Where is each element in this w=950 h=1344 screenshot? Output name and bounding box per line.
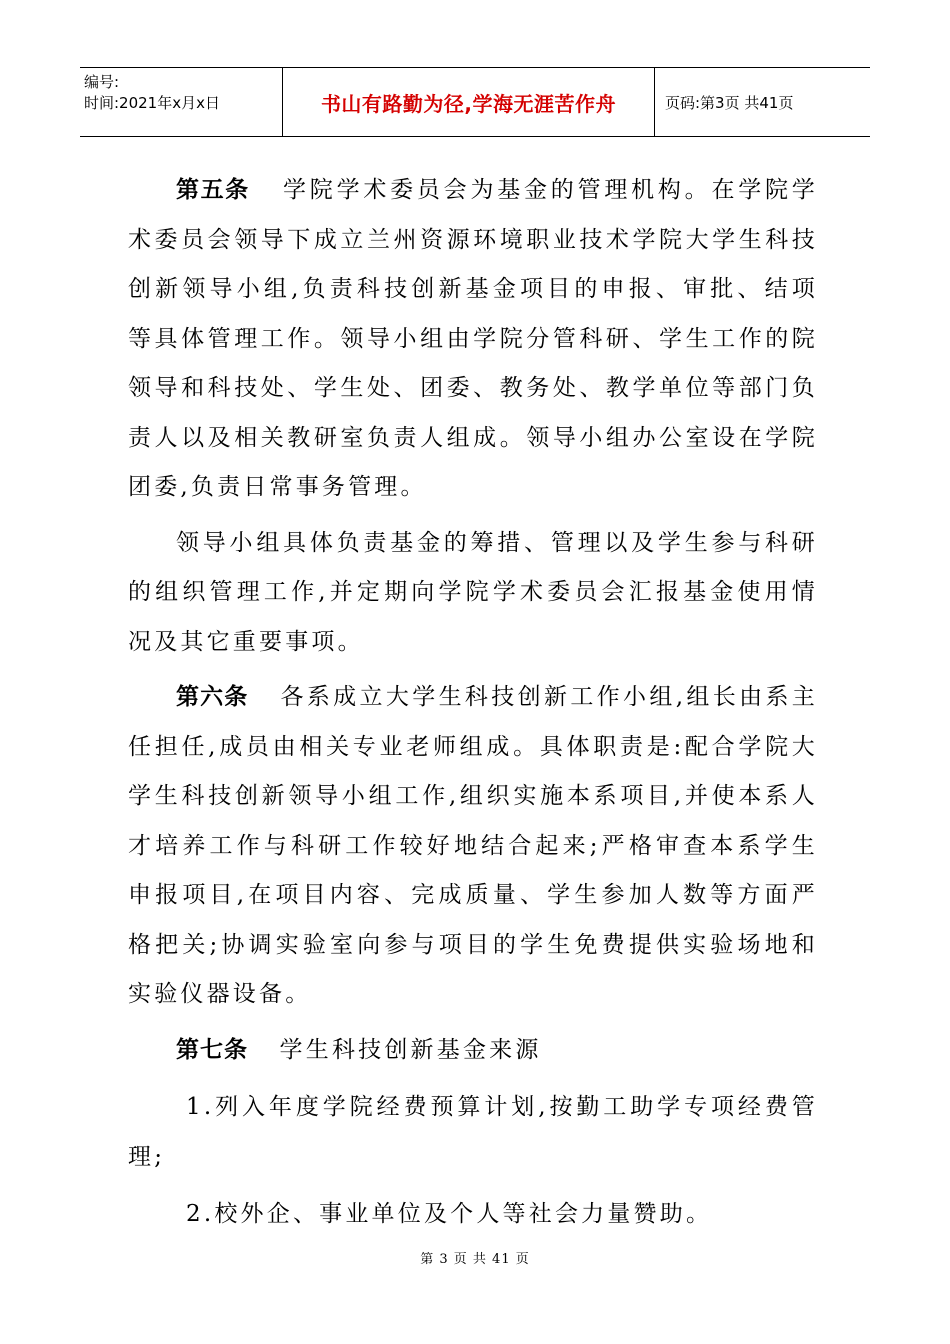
article-7-title: 第七条 — [176, 1036, 248, 1063]
article-5-text: 学院学术委员会为基金的管理机构。在学院学术委员会领导下成立兰州资源环境职业技术学院大学生科技创新领导小组,负责科技创新基金项目的申报、审批、结项等具体管理工作。领导小组由学院分管科研、学生工作的院领导和科技处、学生处、团委、教务处、教学单位等部门负责人以及相关教研室负责人组成。领导小组办公室设在学院团委,负责日常事务管理。 — [128, 177, 818, 500]
document-time-label: 时间:2021年x月x日 — [84, 94, 220, 112]
article-7-text: 学生科技创新基金来源 — [279, 1036, 542, 1063]
document-number-label: 编号: — [84, 73, 120, 91]
article-5-paragraph — [128, 166, 818, 513]
header-meta — [80, 68, 282, 136]
page-footer: 第 3 页 共 41 页 — [420, 1252, 530, 1267]
article-5-title: 第五条 — [176, 177, 250, 203]
article-6-title: 第六条 — [176, 684, 249, 710]
page-header — [80, 67, 870, 137]
funding-source-item-1: 1.列入年度学院经费预算计划,按勤工助学专项经费管理; — [128, 1094, 818, 1170]
document-body — [128, 166, 818, 1240]
article-7-paragraph — [128, 1026, 818, 1076]
header-page-info: 页码:第3页 共41页 — [665, 93, 794, 112]
funding-source-item-2: 2.校外企、事业单位及个人等社会力量赞助。 — [186, 1201, 713, 1227]
article-6-text: 各系成立大学生科技创新工作小组,组长由系主任担任,成员由相关专业老师组成。具体职责是:配合学院大学生科技创新领导小组工作,组织实施本系项目,并使本系人才培养工作与科研工作较好地结合起来;严格审查本系学生申报项目,在项目内容、完成质量、学生参加人数等方面严格把关;协调实验室向参与项目的学生免费提供实验场地和实验仪器设备。 — [128, 684, 819, 1007]
article-5-paragraph-2: 领导小组具体负责基金的筹措、管理以及学生参与科研的组织管理工作,并定期向学院学术委员会汇报基金使用情况及其它重要事项。 — [128, 529, 818, 655]
article-6-paragraph — [128, 673, 818, 1020]
header-motto: 书山有路勤为径,学海无涯苦作舟 — [282, 68, 655, 136]
